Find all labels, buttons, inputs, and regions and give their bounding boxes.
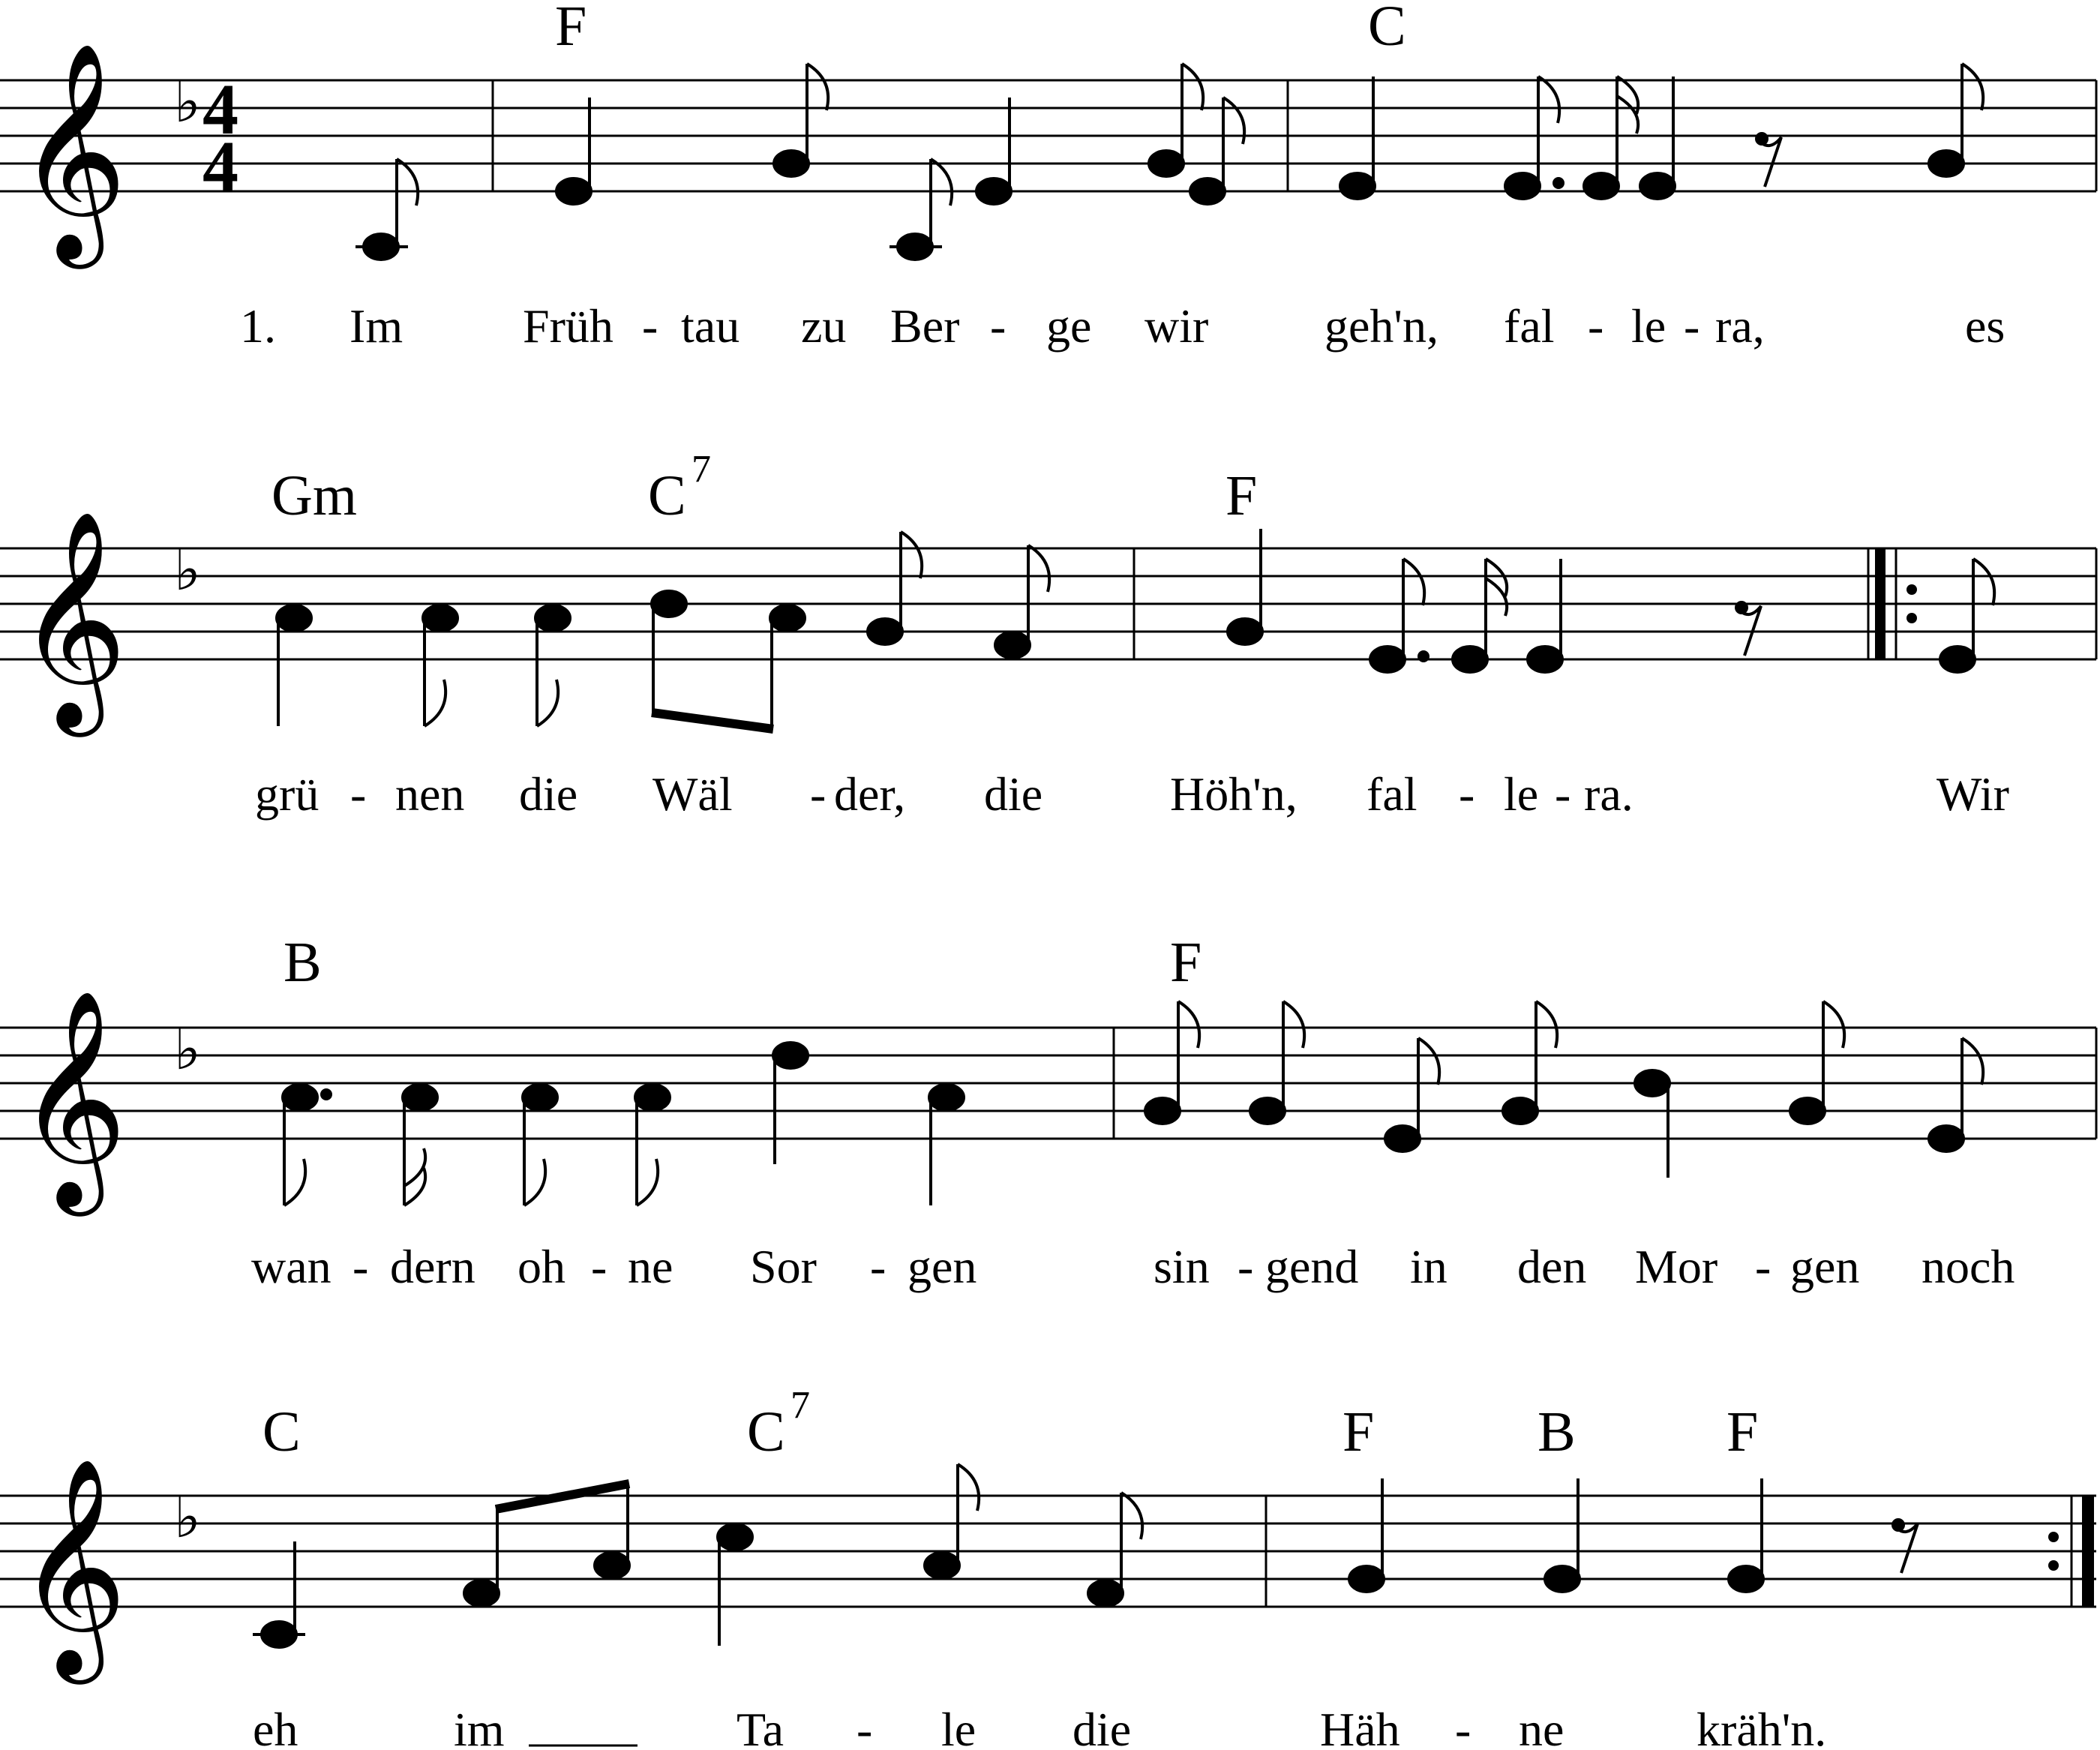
lyric-syllable: ra, xyxy=(1715,299,1765,353)
chord-symbol: C xyxy=(648,464,686,527)
key-signature-flat-icon: ♭ xyxy=(174,68,201,135)
lyric-syllable: - xyxy=(870,1240,886,1293)
lyric-syllable: ge xyxy=(1046,299,1092,353)
lyric-syllable: Früh xyxy=(523,299,614,353)
lyric-syllable: ne xyxy=(1519,1703,1564,1750)
lyric-syllable: die xyxy=(1072,1703,1132,1750)
key-signature-flat-icon: ♭ xyxy=(174,1484,201,1550)
lyric-syllable: - xyxy=(856,1703,873,1750)
chord-symbols xyxy=(284,931,1202,994)
lyric-syllable: - xyxy=(990,299,1006,353)
lyric-syllable: die xyxy=(984,767,1043,821)
notes xyxy=(356,64,1983,260)
lyric-syllable: - xyxy=(1684,299,1700,353)
lyric-syllable: noch xyxy=(1922,1240,2015,1293)
lyric-syllable: - xyxy=(591,1240,608,1293)
system-1 xyxy=(0,0,2096,353)
system-4 xyxy=(0,1384,2096,1750)
lyric-syllable: Im xyxy=(350,299,404,353)
lyric-syllable: dern xyxy=(390,1240,476,1293)
lyric-syllable: den xyxy=(1517,1240,1587,1293)
time-signature-bottom: 4 xyxy=(202,126,238,206)
lyric-syllable: le xyxy=(1631,299,1666,353)
lyric-syllable: gen xyxy=(908,1240,977,1293)
chord-symbol: B xyxy=(284,931,322,994)
lyric-syllable: gend xyxy=(1265,1240,1359,1293)
lyric-syllable: Ta xyxy=(736,1703,784,1750)
system-2 xyxy=(0,448,2096,821)
time-signature-top: 4 xyxy=(202,69,238,149)
lyric-syllable: grü xyxy=(255,767,320,821)
lyrics-line xyxy=(255,767,2009,821)
lyric-syllable: - xyxy=(352,1240,369,1293)
lyric-syllable: eh xyxy=(253,1703,298,1750)
chord-symbol: F xyxy=(1342,1400,1375,1463)
staff-lines xyxy=(0,80,2096,191)
treble-clef-icon: 𝄞 xyxy=(16,509,128,727)
chord-superscript: 7 xyxy=(692,448,711,491)
lyrics-line xyxy=(240,299,2005,353)
lyrics-line xyxy=(251,1240,2014,1293)
staff-lines xyxy=(0,1028,2096,1139)
lyric-syllable: le xyxy=(1504,767,1539,821)
lyric-syllable: - xyxy=(1555,767,1571,821)
lyric-syllable: - xyxy=(810,767,826,821)
lyric-syllable: fal xyxy=(1504,299,1555,353)
lyric-syllable: - xyxy=(350,767,367,821)
chord-superscript: 7 xyxy=(790,1384,810,1427)
notes xyxy=(277,529,1994,729)
treble-clef-icon: 𝄞 xyxy=(16,1456,128,1674)
lyric-syllable: zu xyxy=(801,299,847,353)
chord-symbol: C xyxy=(1368,0,1406,58)
lyric-syllable: fal xyxy=(1366,767,1418,821)
chord-symbols xyxy=(555,0,1406,58)
lyric-syllable: - xyxy=(642,299,658,353)
lyric-syllable: Höh'n, xyxy=(1170,767,1298,821)
lyric-syllable: - xyxy=(1455,1703,1472,1750)
chord-symbol: B xyxy=(1538,1400,1576,1463)
lyric-syllable: oh xyxy=(518,1240,566,1293)
lyrics-line xyxy=(253,1703,1826,1750)
lyric-syllable: - xyxy=(1755,1240,1772,1293)
lyric-syllable: es xyxy=(1965,299,2006,353)
chord-symbol: Gm xyxy=(272,464,357,527)
lyric-syllable: die xyxy=(519,767,578,821)
lyric-syllable: - xyxy=(1459,767,1475,821)
lyric-syllable: le xyxy=(941,1703,976,1750)
lyric-syllable: - xyxy=(1588,299,1604,353)
chord-symbol: F xyxy=(1226,464,1258,527)
chord-symbol: F xyxy=(1170,931,1202,994)
chord-symbol: F xyxy=(555,0,587,58)
chord-symbol: C xyxy=(747,1400,785,1463)
lyric-syllable: Wäl xyxy=(652,767,733,821)
lyric-syllable: Ber xyxy=(890,299,960,353)
lyric-syllable: Häh xyxy=(1320,1703,1400,1750)
notes xyxy=(253,1464,1918,1647)
chord-symbols xyxy=(272,448,1257,527)
lyric-syllable: Wir xyxy=(1936,767,2009,821)
lyric-syllable: in xyxy=(1410,1240,1448,1293)
lyric-syllable: tau xyxy=(681,299,740,353)
lyric-syllable: wir xyxy=(1144,299,1209,353)
lyric-syllable: - xyxy=(1238,1240,1254,1293)
lyric-syllable: nen xyxy=(395,767,465,821)
key-signature-flat-icon: ♭ xyxy=(174,1016,201,1082)
lyric-syllable: ne xyxy=(628,1240,674,1293)
lyric-syllable: der, xyxy=(834,767,906,821)
treble-clef-icon: 𝄞 xyxy=(16,41,128,259)
lyric-syllable: geh'n, xyxy=(1324,299,1438,353)
key-signature-flat-icon: ♭ xyxy=(174,536,201,603)
lyric-syllable: ra. xyxy=(1584,767,1634,821)
chord-symbol: F xyxy=(1726,1400,1759,1463)
lyric-syllable: im xyxy=(454,1703,505,1750)
chord-symbol: C xyxy=(262,1400,301,1463)
treble-clef-icon: 𝄞 xyxy=(16,988,128,1206)
lyric-syllable: kräh'n. xyxy=(1696,1703,1827,1750)
lyric-syllable: sin xyxy=(1154,1240,1210,1293)
lyric-syllable: gen xyxy=(1790,1240,1860,1293)
lyric-syllable: 1. xyxy=(240,299,276,353)
system-3 xyxy=(0,931,2096,1293)
lyric-syllable: wan xyxy=(251,1240,332,1293)
notes xyxy=(283,1001,1983,1205)
lyric-syllable: Mor xyxy=(1635,1240,1718,1293)
lyric-syllable: Sor xyxy=(750,1240,817,1293)
chord-symbols xyxy=(262,1384,1758,1463)
staff-lines xyxy=(0,1496,2096,1607)
